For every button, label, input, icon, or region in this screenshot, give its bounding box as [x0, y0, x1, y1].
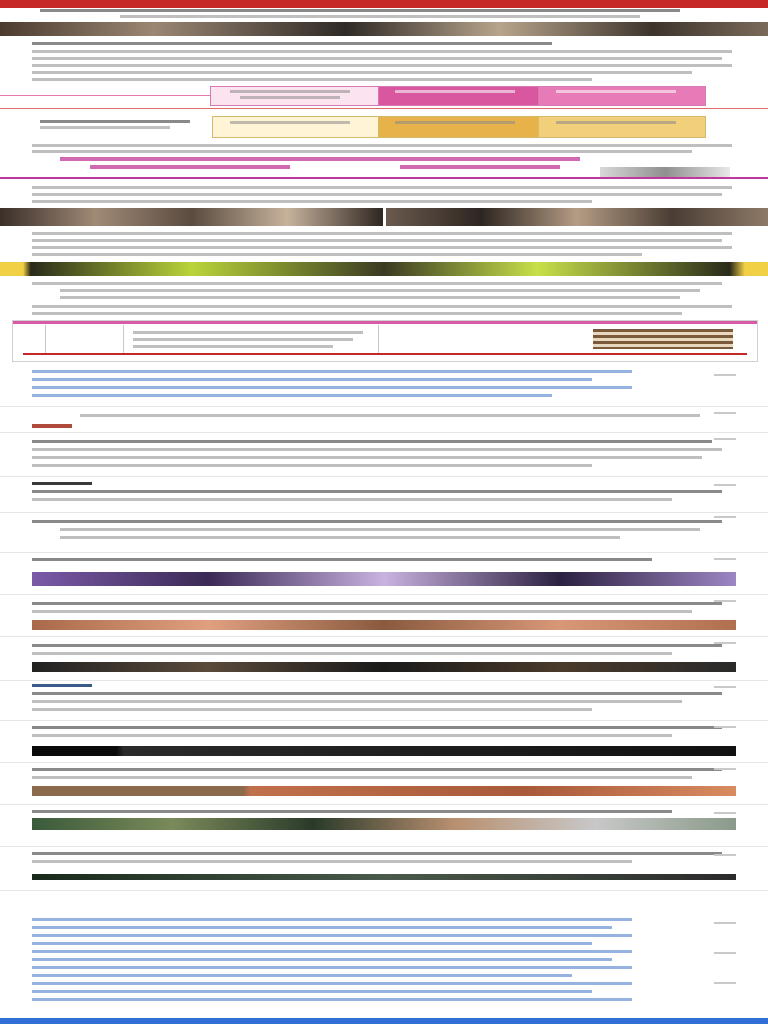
comment-image	[32, 572, 736, 586]
table-accent-line	[0, 95, 210, 96]
row-divider	[0, 636, 768, 637]
table-text	[395, 90, 515, 93]
comment-text	[32, 602, 722, 605]
comment-text	[32, 464, 592, 467]
comment-timestamp	[714, 726, 736, 728]
yellow-table	[0, 116, 768, 138]
comment-text	[32, 490, 722, 493]
article-paragraph	[32, 232, 732, 235]
comment-link[interactable]	[32, 386, 632, 389]
row-divider	[0, 512, 768, 513]
info-panel	[12, 320, 758, 362]
comment-text	[32, 498, 672, 501]
article-paragraph	[32, 253, 642, 256]
table-text	[556, 121, 676, 124]
comment-timestamp	[714, 558, 736, 560]
row-divider	[0, 890, 768, 891]
row-divider	[0, 720, 768, 721]
pink-table	[0, 84, 768, 108]
comment-text	[32, 448, 722, 451]
comment-image	[32, 786, 736, 796]
top-header	[0, 0, 768, 8]
comment-text	[32, 644, 722, 647]
panel-divider	[378, 325, 379, 355]
comment-timestamp	[714, 516, 736, 518]
article-paragraph	[32, 282, 722, 285]
comment-text	[60, 536, 620, 539]
article-paragraph	[32, 64, 732, 67]
comment-text	[32, 520, 722, 523]
comment-text	[32, 726, 722, 729]
panel-footer-rule	[23, 353, 747, 355]
comment-timestamp	[714, 642, 736, 644]
avatar	[32, 482, 92, 485]
comment-link[interactable]	[32, 378, 592, 381]
header-subtitle	[120, 15, 640, 18]
banner-text	[90, 165, 290, 169]
table-cell	[538, 116, 706, 138]
promo-banner	[0, 155, 768, 183]
panel-divider	[123, 325, 124, 355]
link-item[interactable]	[32, 990, 592, 993]
comment-image	[32, 818, 736, 830]
divider-line	[0, 108, 768, 109]
article-paragraph	[32, 312, 682, 315]
link-list	[0, 912, 768, 1012]
link-item[interactable]	[32, 958, 612, 961]
comment-image	[32, 874, 736, 880]
comment-text	[32, 700, 682, 703]
article-paragraph	[32, 186, 732, 189]
comment-text	[80, 414, 700, 417]
comment-text	[32, 456, 702, 459]
table-text	[395, 121, 515, 124]
table-text	[230, 121, 350, 124]
article-paragraph	[32, 200, 592, 203]
comment-image	[32, 662, 736, 672]
panel-text	[133, 338, 353, 341]
link-item[interactable]	[32, 926, 612, 929]
link-meta	[714, 922, 736, 924]
article-paragraph	[60, 296, 680, 299]
panel-divider	[45, 325, 46, 355]
article-paragraph	[32, 71, 692, 74]
table-text	[556, 90, 676, 93]
bottom-bar	[0, 1018, 768, 1024]
photo-strip	[0, 208, 383, 226]
table-cell	[538, 86, 706, 106]
banner-text	[60, 157, 580, 161]
article-heading	[32, 42, 552, 45]
article-paragraph	[32, 78, 592, 81]
row-divider	[0, 406, 768, 407]
table-text	[240, 96, 340, 99]
article-paragraph	[32, 193, 722, 196]
article-paragraph	[60, 289, 700, 292]
row-divider	[0, 762, 768, 763]
comment-timestamp	[714, 484, 736, 486]
comment-timestamp	[714, 812, 736, 814]
link-item[interactable]	[32, 998, 632, 1001]
comment-text	[60, 528, 700, 531]
row-divider	[0, 594, 768, 595]
panel-image	[593, 329, 733, 349]
comment-text	[32, 776, 692, 779]
row-divider	[0, 432, 768, 433]
link-item[interactable]	[32, 974, 572, 977]
header-title	[40, 9, 680, 12]
comment-text	[32, 860, 632, 863]
table-text	[40, 120, 190, 123]
row-divider	[0, 680, 768, 681]
table-cell	[378, 116, 540, 138]
panel-text	[133, 345, 333, 348]
table-cell	[378, 86, 540, 106]
avatar	[32, 424, 72, 428]
comment-text	[32, 652, 672, 655]
row-divider	[0, 846, 768, 847]
panel-text	[133, 331, 363, 334]
article-paragraph	[32, 305, 732, 308]
article-paragraph	[32, 150, 692, 153]
hero-image	[0, 22, 768, 36]
table-text	[40, 126, 170, 129]
article-paragraph	[32, 239, 722, 242]
comment-text	[32, 768, 722, 771]
comment-text	[32, 558, 652, 561]
link-item[interactable]	[32, 982, 632, 985]
comment-text	[32, 692, 722, 695]
comment-timestamp	[714, 768, 736, 770]
link-meta	[714, 952, 736, 954]
link-item[interactable]	[32, 942, 592, 945]
article-paragraph	[32, 246, 732, 249]
row-divider	[0, 804, 768, 805]
comment-text	[32, 852, 722, 855]
table-cell	[212, 116, 380, 138]
article-paragraph	[32, 50, 732, 53]
photo-strip	[386, 208, 768, 226]
comment-text	[32, 440, 712, 443]
comment-image	[32, 620, 736, 630]
link-item[interactable]	[32, 950, 632, 953]
comment-timestamp	[714, 686, 736, 688]
comment-text	[32, 708, 592, 711]
highlight-banner	[0, 262, 768, 276]
article-paragraph	[32, 57, 722, 60]
banner-rule	[0, 177, 768, 179]
footer-text	[40, 1018, 540, 1022]
comment-text	[32, 810, 672, 813]
comment-timestamp	[714, 374, 736, 376]
article-paragraph	[32, 144, 732, 147]
comment-list	[0, 366, 768, 906]
avatar	[32, 684, 92, 687]
comment-timestamp	[714, 854, 736, 856]
banner-image	[600, 167, 730, 177]
comment-image	[32, 746, 736, 756]
banner-text	[400, 165, 560, 169]
comment-text	[32, 734, 672, 737]
comment-link[interactable]	[32, 394, 552, 397]
row-divider	[0, 476, 768, 477]
comment-timestamp	[714, 600, 736, 602]
panel-header-rule	[13, 321, 757, 324]
table-text	[230, 90, 350, 93]
comment-timestamp	[714, 412, 736, 414]
link-meta	[714, 982, 736, 984]
row-divider	[0, 552, 768, 553]
link-item[interactable]	[32, 918, 632, 921]
link-item[interactable]	[32, 966, 632, 969]
comment-link[interactable]	[32, 370, 632, 373]
comment-timestamp	[714, 438, 736, 440]
link-item[interactable]	[32, 934, 632, 937]
comment-text	[32, 610, 692, 613]
